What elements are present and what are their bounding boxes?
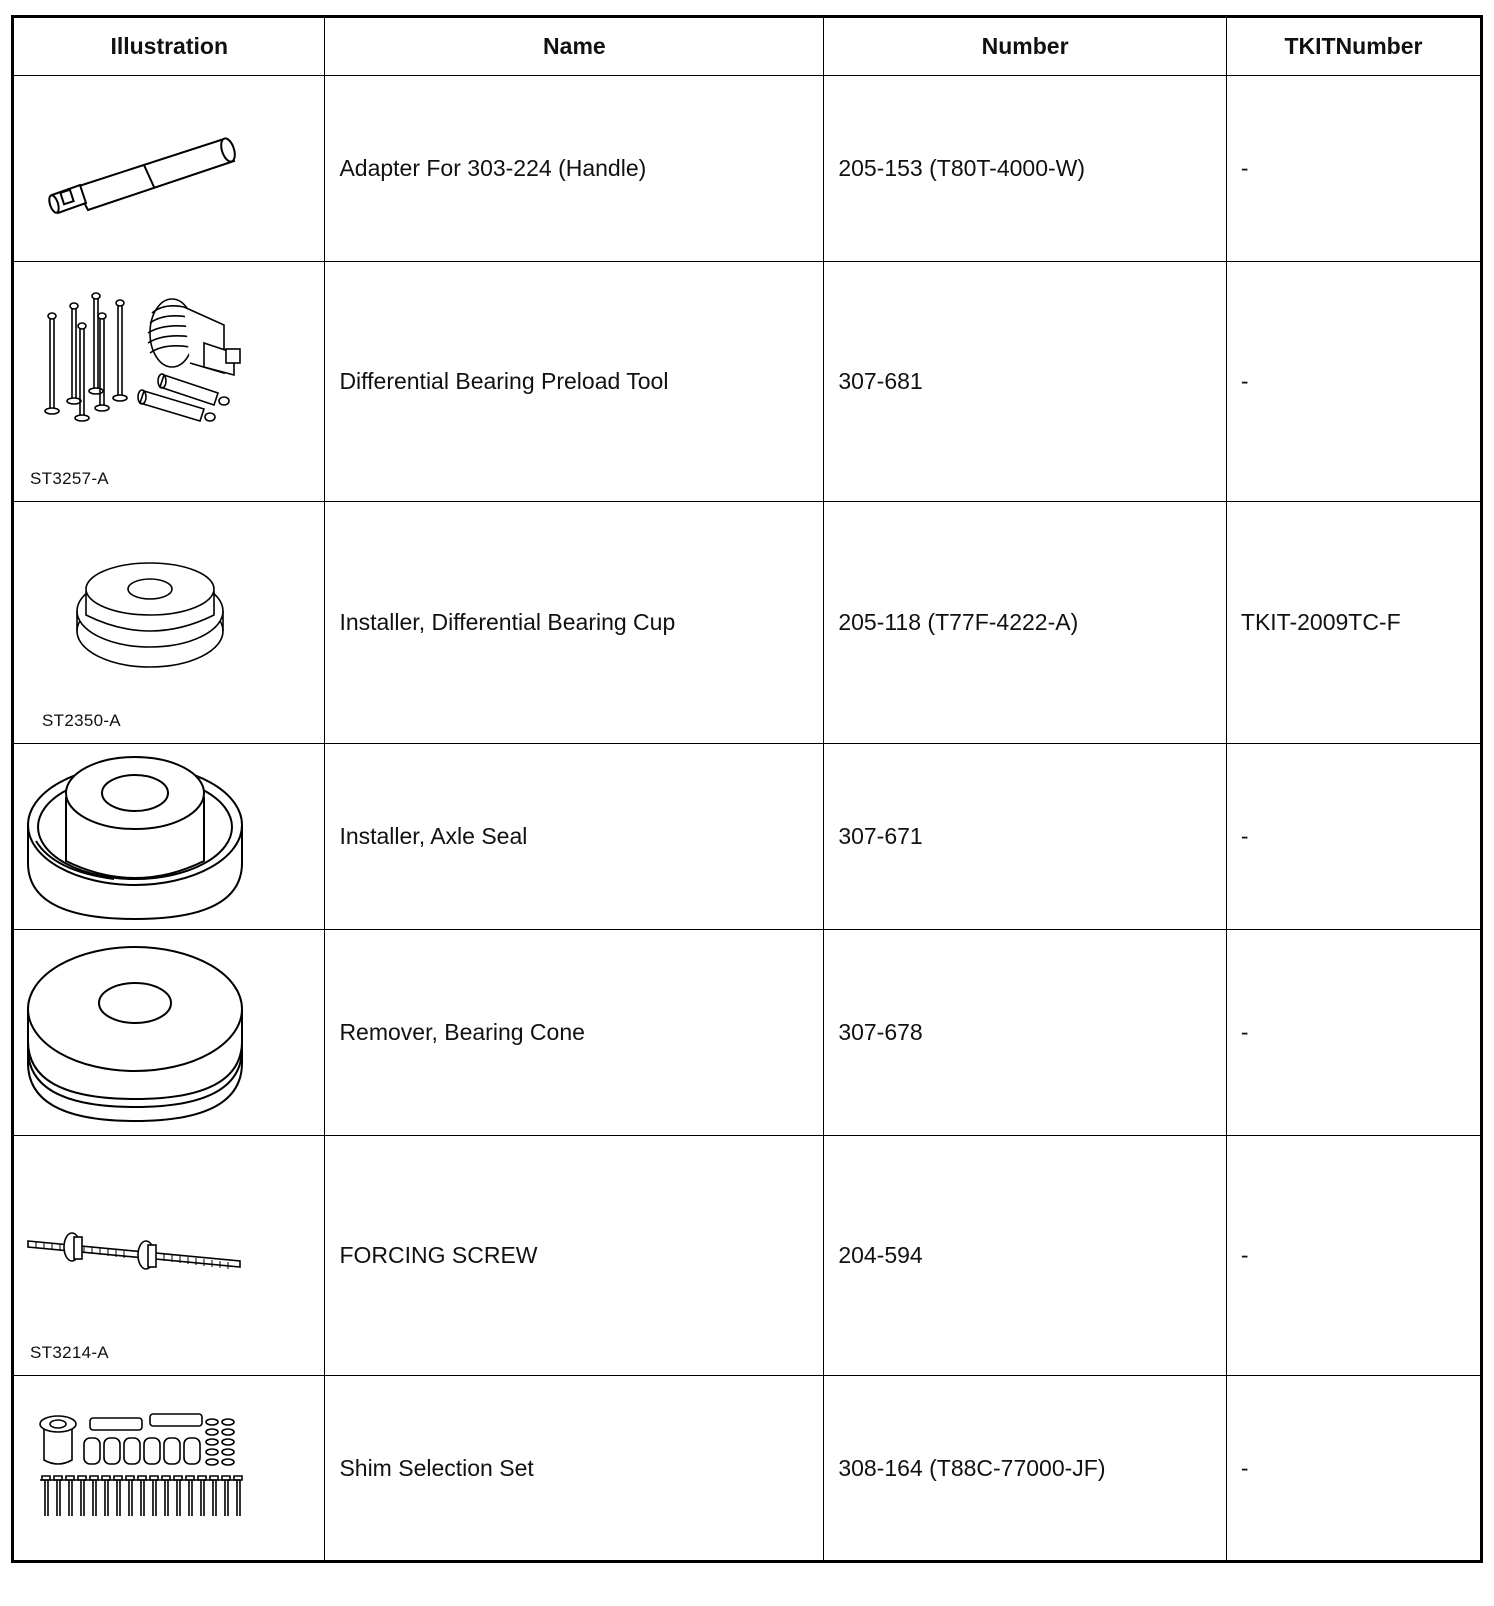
- illustration-code: ST3214-A: [30, 1343, 109, 1362]
- table-row: [13, 744, 1482, 930]
- preload-tool-icon: [14, 263, 319, 501]
- header-number: Number: [824, 17, 1227, 76]
- tool-number: 307-671: [824, 744, 1227, 930]
- header-illustration: Illustration: [13, 17, 325, 76]
- header-tkit-number: TKITNumber: [1226, 17, 1481, 76]
- tool-number: 205-118 (T77F-4222-A): [824, 502, 1227, 744]
- table-row: [13, 930, 1482, 1136]
- tkit-number: -: [1226, 744, 1481, 930]
- table-row: [13, 502, 1482, 744]
- illustration-cell: [13, 1376, 325, 1562]
- axle-seal-installer-icon: [14, 745, 319, 929]
- shim-set-icon: [14, 1376, 319, 1560]
- illustration-cell: [13, 502, 325, 744]
- tool-name: FORCING SCREW: [325, 1136, 824, 1376]
- table-row: [13, 1376, 1482, 1562]
- tkit-number: -: [1226, 1376, 1481, 1562]
- table-row: [13, 262, 1482, 502]
- tool-number: 307-678: [824, 930, 1227, 1136]
- header-name: Name: [325, 17, 824, 76]
- table-row: [13, 76, 1482, 262]
- tool-name: Installer, Axle Seal: [325, 744, 824, 930]
- illustration-cell: [13, 930, 325, 1136]
- illustration-code: ST3257-A: [30, 469, 109, 488]
- tool-name: Installer, Differential Bearing Cup: [325, 502, 824, 744]
- tkit-number: -: [1226, 930, 1481, 1136]
- tool-name: Shim Selection Set: [325, 1376, 824, 1562]
- forcing-screw-icon: [14, 1137, 319, 1375]
- tkit-number: -: [1226, 262, 1481, 502]
- tkit-number: TKIT-2009TC-F: [1226, 502, 1481, 744]
- bearing-cup-installer-icon: [14, 503, 319, 743]
- illustration-code: ST2350-A: [42, 711, 121, 730]
- tool-name: Differential Bearing Preload Tool: [325, 262, 824, 502]
- tkit-number: -: [1226, 1136, 1481, 1376]
- special-tools-table: [11, 15, 1483, 1563]
- illustration-cell: [13, 76, 325, 262]
- illustration-cell: [13, 262, 325, 502]
- tool-name: Adapter For 303-224 (Handle): [325, 76, 824, 262]
- tool-number: 308-164 (T88C-77000-JF): [824, 1376, 1227, 1562]
- header-row: [13, 17, 1482, 76]
- illustration-cell: [13, 1136, 325, 1376]
- tkit-number: -: [1226, 76, 1481, 262]
- illustration-cell: [13, 744, 325, 930]
- tool-number: 204-594: [824, 1136, 1227, 1376]
- tool-number: 307-681: [824, 262, 1227, 502]
- bearing-cone-remover-icon: [14, 931, 319, 1135]
- table-row: [13, 1136, 1482, 1376]
- tool-number: 205-153 (T80T-4000-W): [824, 76, 1227, 262]
- handle-adapter-icon: [14, 77, 319, 261]
- tool-name: Remover, Bearing Cone: [325, 930, 824, 1136]
